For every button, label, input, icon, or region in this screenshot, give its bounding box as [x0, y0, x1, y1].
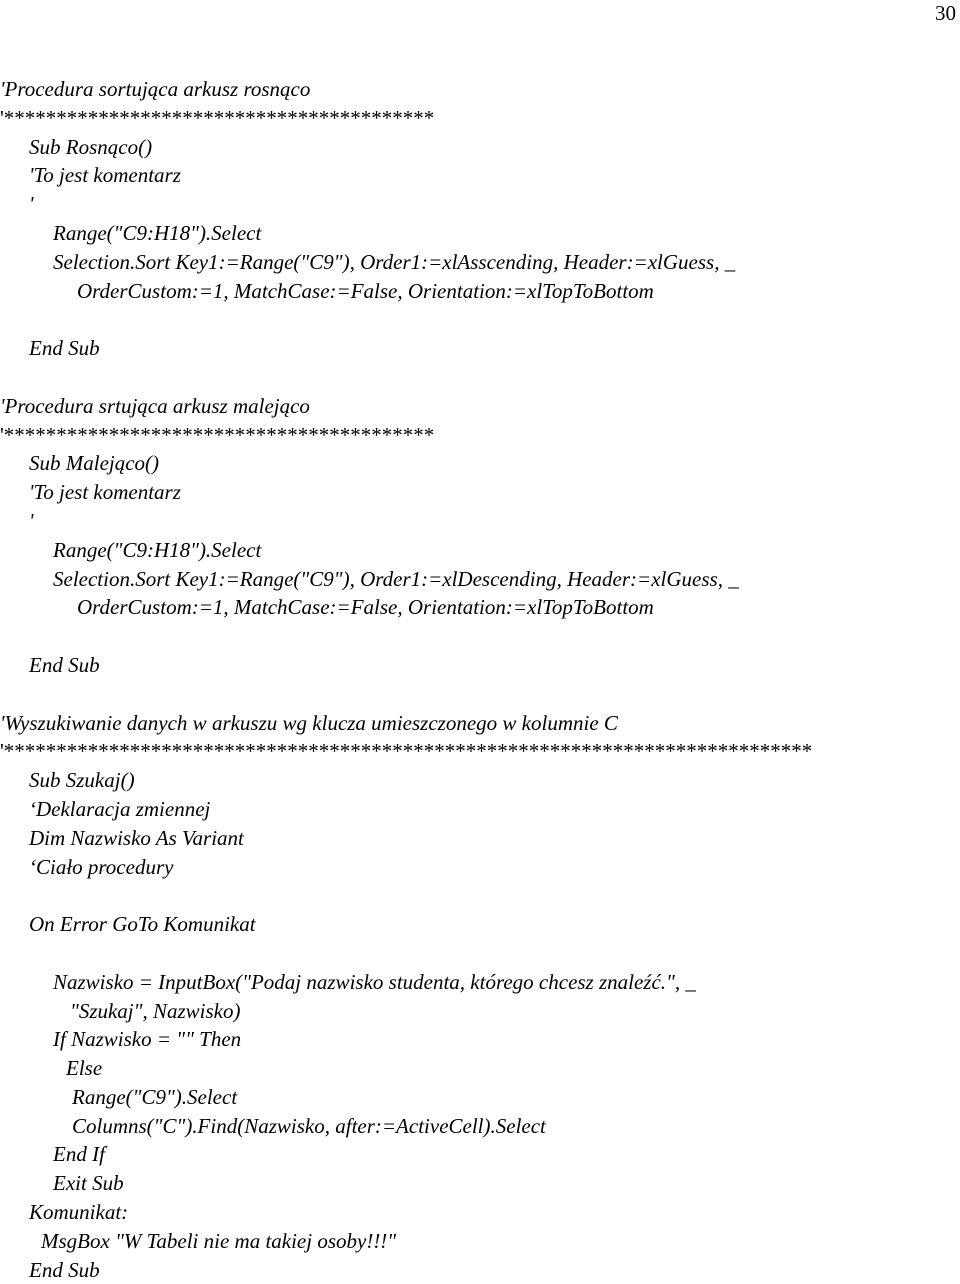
code-line: If Nazwisko = "" Then — [53, 1027, 242, 1052]
blank-line — [0, 305, 960, 334]
code-line: Sub Rosnąco() — [29, 134, 153, 159]
code-line: Komunikat: — [29, 1200, 129, 1225]
code-line: ' — [29, 192, 34, 217]
code-line: Range("C9:H18").Select — [53, 537, 262, 562]
page-number: 30 — [935, 1, 956, 25]
code-line: OrderCustom:=1, MatchCase:=False, Orientation:=xlTopToBottom — [77, 595, 654, 620]
code-line: 'To jest komentarz — [29, 480, 181, 505]
code-line: OrderCustom:=1, MatchCase:=False, Orientation:=xlTopToBottom — [77, 278, 654, 303]
code-line: "Szukaj", Nazwisko) — [70, 998, 241, 1023]
code-line: ' — [29, 508, 34, 533]
code-line: MsgBox "W Tabeli nie ma takiej osoby!!!" — [41, 1228, 397, 1253]
code-line: End Sub — [29, 1257, 100, 1282]
code-line: Dim Nazwisko As Variant — [29, 825, 244, 850]
code-line: End If — [53, 1142, 105, 1167]
blank-line — [0, 939, 960, 968]
code-line: 'Procedura srtująca arkusz malejąco — [0, 393, 310, 418]
blank-line — [0, 363, 960, 392]
code-line: '***************************************************************************** — [0, 739, 813, 764]
code-line: Else — [66, 1056, 103, 1081]
code-line: 'Wyszukiwanie danych w arkuszu wg klucza umieszczonego w kolumnie C — [0, 710, 618, 735]
code-line: '***************************************** — [0, 422, 435, 447]
code-line: '***************************************** — [0, 105, 435, 130]
blank-line — [0, 881, 960, 910]
code-line: 'To jest komentarz — [29, 163, 181, 188]
code-line: ‘Ciało procedury — [29, 854, 174, 879]
blank-line — [0, 622, 960, 651]
code-line: Columns("C").Find(Nazwisko, after:=ActiveCell).Select — [72, 1113, 546, 1138]
code-line: Selection.Sort Key1:=Range("C9"), Order1:=xlAsscending, Header:=xlGuess, _ — [53, 249, 736, 274]
blank-line — [0, 680, 960, 709]
code-line: Sub Malejąco() — [29, 451, 160, 476]
code-line: Selection.Sort Key1:=Range("C9"), Order1:=xlDescending, Header:=xlGuess, _ — [53, 566, 739, 591]
code-line: End Sub — [29, 652, 100, 677]
code-line: Exit Sub — [53, 1171, 124, 1196]
code-line: ‘Deklaracja zmiennej — [29, 796, 211, 821]
code-line: 'Procedura sortująca arkusz rosnąco — [0, 77, 311, 101]
code-line: End Sub — [29, 336, 100, 361]
vba-code-listing — [0, 75, 960, 1284]
code-line: On Error GoTo Komunikat — [29, 912, 256, 937]
code-line: Range("C9:H18").Select — [53, 220, 262, 245]
code-line: Range("C9").Select — [72, 1084, 238, 1109]
code-line: Sub Szukaj() — [29, 768, 135, 793]
code-line: Nazwisko = InputBox("Podaj nazwisko studenta, którego chcesz znaleźć.", _ — [53, 969, 696, 994]
